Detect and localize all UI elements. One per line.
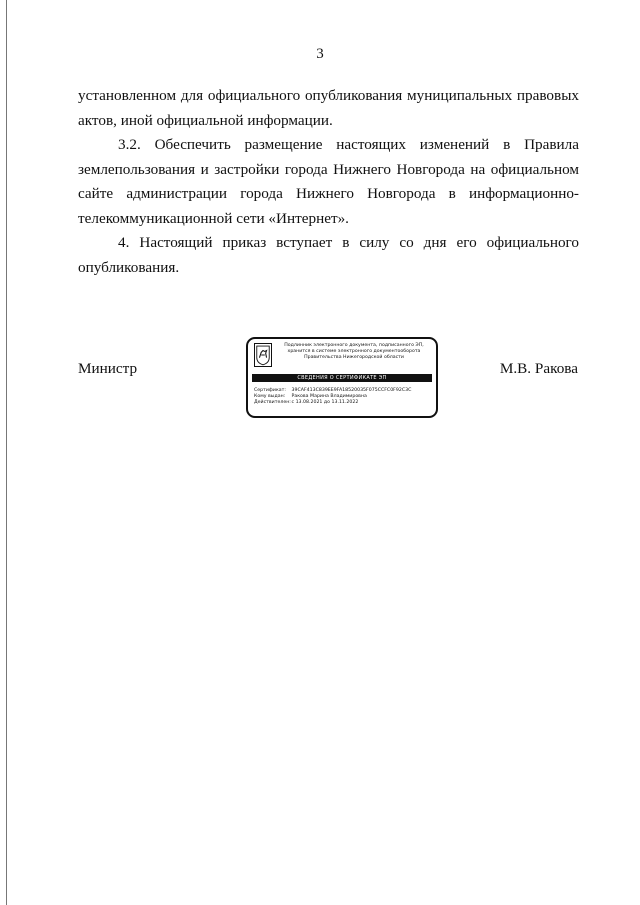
scan-edge-line xyxy=(6,0,7,905)
issued-to-value: Ракова Марина Владимировна xyxy=(291,394,367,400)
signer-position: Министр xyxy=(78,360,138,377)
stamp-notice xyxy=(276,343,432,362)
valid-row xyxy=(254,400,432,406)
electronic-signature-stamp xyxy=(246,337,438,418)
issued-to-label: Кому выдан: xyxy=(254,394,286,400)
valid-value: с 13.08.2021 до 13.11.2022 xyxy=(291,400,359,406)
paragraph-item-3-2: 3.2. Обеспечить размещение настоящих изменений в Правила землепользования и застройки города Нижнего Новгорода на официальном сайте администрации города Нижнего Новгорода в информационно-телекоммуникационной сети «Интернет». xyxy=(78,136,579,227)
stamp-banner: СВЕДЕНИЯ О СЕРТИФИКАТЕ ЭП xyxy=(252,374,432,382)
stamp-header xyxy=(252,342,432,368)
signer-name: М.В. Ракова xyxy=(499,360,578,377)
certificate-label: Сертификат: xyxy=(254,388,286,393)
paragraph-item-4: 4. Настоящий приказ вступает в силу со дня его официального опубликования. xyxy=(78,234,579,276)
stamp-details xyxy=(254,388,432,407)
valid-label: Действителен: xyxy=(254,400,291,406)
stamp-notice-line: Подлинник электронного документа, подписанного ЭП, xyxy=(284,343,424,348)
stamp-notice-line: хранится в системе электронного документооборота xyxy=(287,349,421,355)
paragraph-continuation: установленном для официального опубликования муниципальных правовых актов, иной официальной информации. xyxy=(78,87,579,129)
page-number: 3 xyxy=(316,46,324,62)
stamp-notice-line: Правительства Нижегородской области xyxy=(304,355,404,361)
coat-of-arms-icon xyxy=(254,343,272,367)
certificate-value: 39CAF413C839EE9FA18520035F075CCFC0F92C3C xyxy=(291,388,412,393)
